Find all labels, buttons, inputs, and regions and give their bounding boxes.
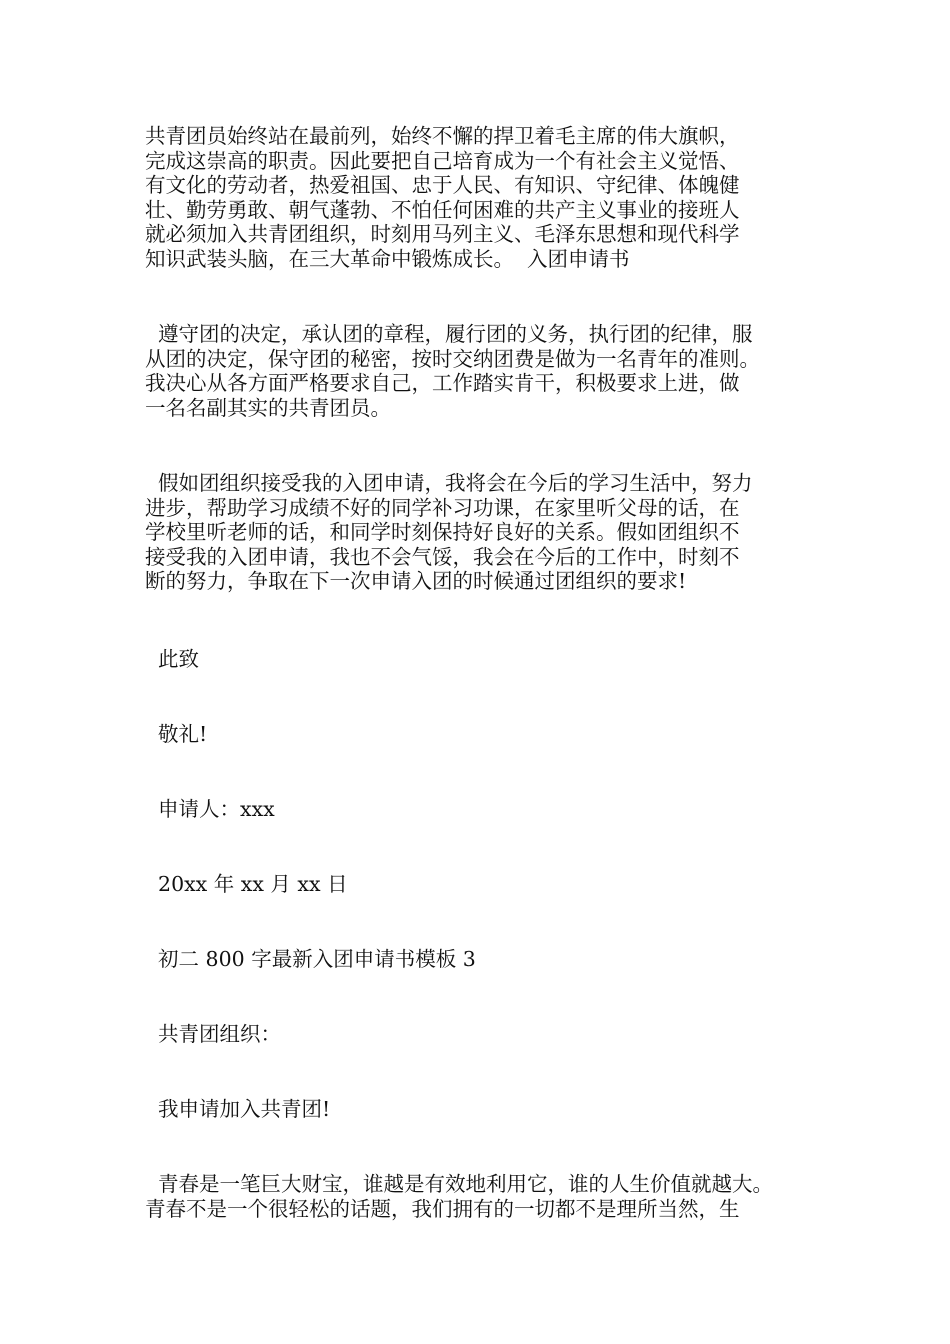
paragraph-league-duty: 共青团员始终站在最前列，始终不懈的捍卫着毛主席的伟大旗帜， 完成这崇高的职责。因此要把自己培育成为一个有社会主义觉悟、 有文化的劳动者，热爱祖国、忠于人民、有知识、守纪律、体魄健 壮、勤劳勇敢、朝气蓬勃、不怕任何困难的共产主义事业的接班人 就必须加入共青团组织，时刻用马列主义、毛泽东思想和现代科学 知识武装头脑，在三大革命中锻炼成长。 入团申请书 [145, 124, 740, 271]
paragraph-if-accepted: 假如团组织接受我的入团申请，我将会在今后的学习生活中，努力 进步，帮助学习成绩不好的同学补习功课，在家里听父母的话，在 学校里听老师的话，和同学时刻保持好良好的关系。假如团组织不 接受我的入团申请，我也不会气馁，我会在今后的工作中，时刻不 断的努力，争取在下一次申请入团的时候通过团组织的要求! [145, 471, 753, 593]
closing-cizhi: 此致 [145, 647, 200, 671]
application-statement: 我申请加入共青团! [145, 1097, 331, 1121]
applicant-line: 申请人：xxx [145, 797, 275, 821]
paragraph-youth: 青春是一笔巨大财宝，谁越是有效地利用它，谁的人生价值就越大。 青春不是一个很轻松的话题，我们拥有的一切都不是理所当然，生 [145, 1172, 774, 1221]
closing-jingli: 敬礼! [145, 722, 208, 746]
section-title: 初二 800 字最新入团申请书模板 3 [145, 947, 476, 971]
salutation: 共青团组织： [145, 1022, 282, 1046]
date-line: 20xx 年 xx 月 xx 日 [145, 872, 348, 896]
paragraph-obey-rules: 遵守团的决定，承认团的章程，履行团的义务，执行团的纪律，服 从团的决定，保守团的秘密，按时交纳团费是做为一名青年的准则。 我决心从各方面严格要求自己，工作踏实肯干，积极要求上进，做 一名名副其实的共青团员。 [145, 322, 760, 420]
